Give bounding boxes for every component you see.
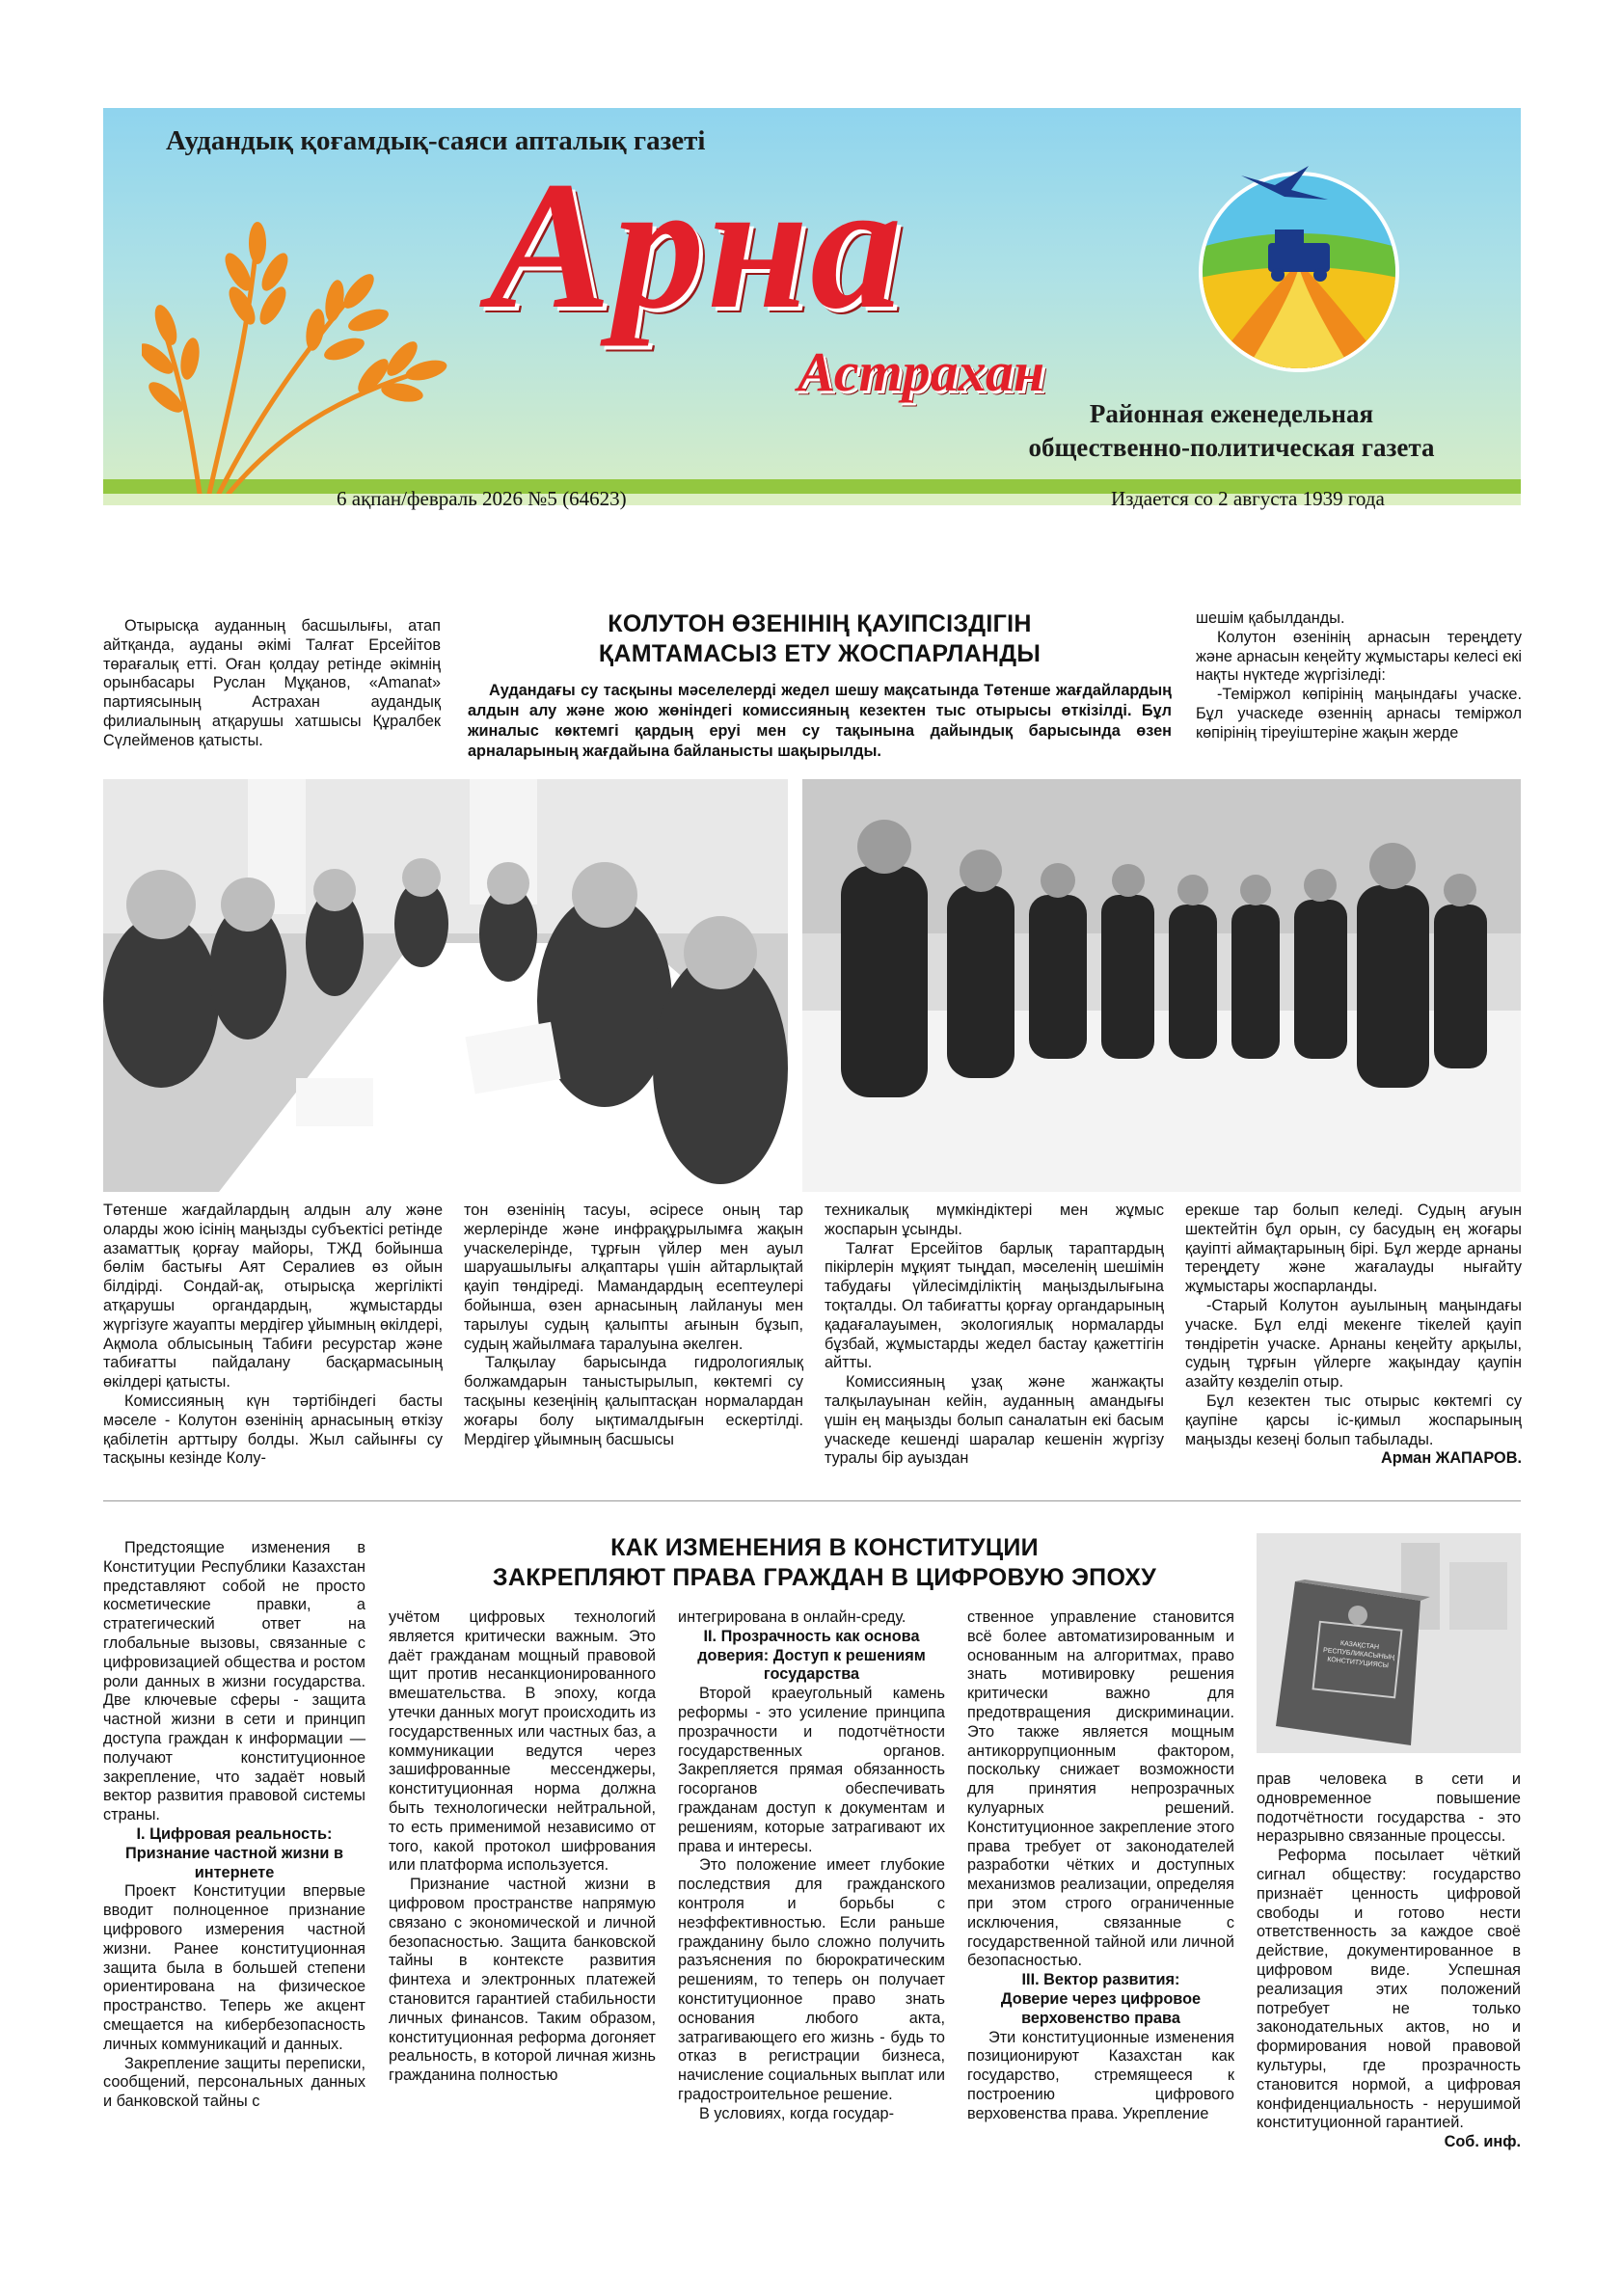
article2-subheading-1 (103, 1825, 365, 1882)
article2-subheading-2 (678, 1628, 945, 1685)
article1-paragraph: Отырысқа ауданның басшылығы, атап айтқанда, ауданы әкімі Талғат Ерсейітов төрағалық етті. Оған қолдау ретінде әкімнің орынбасары Руслан Мұқанов, «Amanat» партиясының Астрахан аудандық филиалының атқарушы хатшысы Құралбек Сүлейменов қатысты. (103, 617, 441, 749)
article2-paragraph: Это положение имеет глубокие последствия для гражданского контроля и борьбы с неэффективностью. Если раньше гражданину было сложно получить разъяснения по бюрократическим решениям, то теперь он получает конституционное право знать основания любого акта, затрагивающего его жизнь - будь то отказ в регистрации бизнеса, начисление социальных выплат или градостроительное решение. (678, 1856, 945, 2103)
article2-paragraph: Закрепление защиты переписки, сообщений, персональных данных и банковской тайны с (103, 2054, 365, 2111)
masthead-ru-subtitle-line2: общественно-политическая газета (1028, 433, 1435, 463)
article1-paragraph: ерекше тар болып келеді. Судың ағуын шектейтін бұл орын, су басудың ең жоғары қауіпті аймақтарының бірі. Бұл жерде арнаны тереңдету және жағалауды нығайту жұмыстары жоспарланды. (1185, 1202, 1522, 1296)
article1-lede: Аудандағы су тасқыны мәселелерді жедел шешу мақсатында Төтенше жағдайлардың алдын алу және жою жөніндегі комиссияның кезектен тыс отырысы өткізілді. Бұл жиналыс көктемгі қардың еруі мен су тақынына дайындық барысында өзен арналарының жағдайына байланысты шақырылды. (468, 682, 1172, 760)
article2-paragraph: Предстоящие изменения в Конституции Республики Казахстан представляют собой не просто косметические правки, а стратегический ответ на глобальные вызовы, связанные с цифровизацией общества и ростом роли данных в жизни государства. Две ключевые сферы - защита частной жизни в сети и принцип доступа граждан к информации — получают конституционное закрепление, что задаёт новый вектор развития правовой системы страны. (103, 1539, 365, 1824)
field-inspection-photo (802, 779, 1521, 1192)
article1-top-right (1196, 609, 1522, 743)
meeting-photo (103, 779, 788, 1192)
article2-headline (386, 1533, 1263, 1593)
article2-paragraph: учётом цифровых технологий является критически важным. Это даёт гражданам мощный правовой щит против несанкционированного вмешательства. В эпоху, когда утечки данных могут происходить из государственных или частных баз, а коммуникации ведутся через зашифрованные мессенджеры, конституционная норма должна быть технологически нейтральной, то есть применимой независимо от того, какой протокол шифрования или платформа используется. (389, 1608, 656, 1875)
article1-paragraph: Төтенше жағдайлардың алдын алу және оларды жою ісінің маңызды субъектісі ретінде азаматтық қорғау майоры, ТЖД бойынша бөлім бастығы Аят Сералиев өз ойын білдірді. Сондай-ақ, отырысқа жергілікті атқарушы органдардың, жұмыстарды жүргізуге жауапты мердігер ұйымның өкілдері, Ақмола облысының Табиғи ресурстар және табиғатты пайдалану басқармасының өкілдері қатысты. (103, 1202, 443, 1391)
masthead-ru-subtitle (981, 397, 1482, 465)
article1-headline-line2: ҚАМТАМАСЫЗ ЕТУ ЖОСПАРЛАНДЫ (598, 640, 1041, 667)
article1-paragraph: шешім қабылданды. (1196, 609, 1345, 627)
article2-subheading-2-line1: II. Прозрачность как основа (703, 1627, 920, 1645)
wheat-icon (142, 214, 460, 494)
article1-paragraph: тон өзенінің тасуы, әсіресе оның тар жерлерінде және инфрақұрылымға жақын учаскелерінде, тұрғын үйлер мен ауыл шаруашылығы алқаптары үшін айтарлықтай қауіп төндіреді. Мамандардың есептеулері бойынша, өзен арнасының лайлануы мен тарылуы судың қалыпты ағынын бұзып, судың жайылмаға таралуына әкелген. (464, 1202, 803, 1353)
article2-col4 (967, 1608, 1234, 2124)
article1-top-left (103, 617, 441, 751)
article2-col1 (103, 1539, 365, 2112)
article2-paragraph: Эти конституционные изменения позиционируют Казахстан как государство, стремящееся к построению цифрового верховенства права. Укрепление (967, 2028, 1234, 2122)
article2-col5 (1257, 1770, 1521, 2152)
meeting-photo-image (103, 779, 788, 1192)
article2-subheading-1-line1: I. Цифровая реальность: (136, 1824, 333, 1843)
article1-paragraph: Бұл кезектен тыс отырыс көктемгі су қаупіне қарсы іс-қимыл жоспарының маңызды кезеңі болып табылады. (1185, 1391, 1522, 1448)
article2-col2 (389, 1608, 656, 2086)
masthead (103, 108, 1521, 537)
article1-col2 (464, 1202, 803, 1449)
article2-paragraph: Реформа посылает чёткий сигнал обществу: государство признаёт ценность цифровой свободы и готово нести ответственность за каждое своё действие, документированное в цифровом виде. Успешная реализация этих положений потребует не только законодательных актов, но и формирования новой правовой культуры, где прозрачность становится нормой, а цифровая конфиденциальность - нерушимой конституционной гарантией. (1257, 1847, 1521, 2132)
article1-col4 (1185, 1202, 1522, 1469)
article1-paragraph: -Старый Колутон ауылының маңындағы учаске. Бұл елді мекенге тікелей қауіп төндіретін учаске. Арнаны кеңейту арқылы, судың тұрғын үйлерге жақындау қаупін азайту көзделіп отыр. (1185, 1296, 1522, 1391)
article2-paragraph: Второй краеугольный камень реформы - это усиление принципа прозрачности и подотчётности государственных органов. Закрепляется прямая обязанность госорганов обеспечивать гражданам доступ к документам и решениям, которые затрагивают их права и интересы. (678, 1685, 945, 1855)
article1-paragraph: Комиссияның ұзақ және жанжақты талқылауынан кейін, ауданның амандығы үшін ең маңызды болып саналатын екі басым учаскеде кешенді шаралар кешенін жүргізу туралы бір ауыздан (825, 1373, 1164, 1468)
article2-subheading-3 (967, 1971, 1234, 2028)
article2-subheading-2-line2: доверия: Доступ к решениям государства (697, 1646, 926, 1684)
article2-paragraph: Признание частной жизни в цифровом пространстве напрямую связано с экономической и личной безопасностью. Защита банковской тайны в контексте развития финтеха и электронных платежей становится гарантией стабильности личных финансов. Таким образом, конституционная реформа догоняет реальность, в которой личная жизнь гражданина полностью (389, 1876, 656, 2085)
article1-paragraph: техникалық мүмкіндіктері мен жұмыс жоспарын ұсынды. (825, 1202, 1164, 1238)
article2-col3 (678, 1608, 945, 2124)
constitution-book-image (1257, 1533, 1521, 1753)
article2-subheading-3-line1: III. Вектор развития: (1021, 1971, 1180, 1989)
article2-paragraph: Проект Конституции впервые вводит полноценное признание цифрового измерения частной жизни. Ранее конституционная защита была в большей степени ориентирована на физическое пространство. Теперь же акцент смещается на кибербезопасность личных коммуникаций и данных. (103, 1882, 365, 2053)
field-inspection-photo-image (802, 779, 1521, 1192)
article1-signature: Арман ЖАПАРОВ. (1380, 1449, 1522, 1468)
article1-paragraph: -Теміржол көпірінің маңындағы учаске. Бұл учаскеде өзеннің арнасы теміржол көпірінің тіреуіштеріне жақын жерде (1196, 686, 1522, 742)
article2-paragraph: прав человека в сети и одновременное повышение подотчётности государства - это неразрывно связанные процессы. (1257, 1770, 1521, 1846)
field-emblem-icon (1183, 147, 1415, 378)
masthead-logo-title: Арна (489, 145, 905, 347)
constitution-book-title: КАЗАҚСТАН РЕСПУБЛИКАСЫНЫҢ КОНСТИТУЦИЯСЫ (1322, 1639, 1395, 1670)
issue-date: 6 ақпан/февраль 2026 №5 (64623) (337, 487, 627, 510)
article1-paragraph: Комиссияның күн тәртібіндегі басты мәселе - Колутон өзенінің арнасының өткізу қабілетін арттыру болды. Жыл сайынғы су тасқыны кезінде Колу- (103, 1391, 443, 1468)
article1-paragraph: Талғат Ерсейітов барлық тараптардың пікірлерін мұқият тыңдап, мәселенің шешімін табудағы үйлесімділіктің маңыздылығына тоқталды. Ол табиғатты қорғау органдарының қадағалауымен, экологиялық нормаларды бұзбай, жұмыстарды жедел бастау қажеттігін айтты. (825, 1239, 1164, 1372)
article2-signature: Соб. инф. (1444, 2133, 1521, 2151)
article1-headline-line1: КОЛУТОН ӨЗЕНІНІҢ ҚАУІПСІЗДІГІН (608, 610, 1032, 637)
article1-col1 (103, 1202, 443, 1469)
article2-paragraph: интегрирована в онлайн-среду. (678, 1608, 906, 1626)
masthead-ru-subtitle-line1: Районная еженедельная (1089, 399, 1374, 428)
article2-paragraph: В условиях, когда государ- (699, 2104, 895, 2122)
constitution-book-photo (1257, 1533, 1521, 1753)
article2-subheading-1-line2: Признание частной жизни в интернете (125, 1844, 343, 1881)
article2-headline-line1: КАК ИЗМЕНЕНИЯ В КОНСТИТУЦИИ (610, 1534, 1039, 1561)
article2-subheading-3-line2: Доверие через цифровое верховенство права (1000, 1989, 1202, 2027)
masthead-logo-subtitle: Астрахан (798, 340, 1045, 403)
article1-headline (463, 609, 1177, 669)
article2-paragraph: ственное управление становится всё более автоматизированным и основанным на алгоритмах, право знать мотивировку решения критически важно для предотвращения дискриминации. Это также является мощным антикоррупционным фактором, поскольку снижает возможности для принятия непрозрачных кулуарных решений. Конституционное закрепление этого права требует от законодателей разработки чётких и доступных механизмов реализации, определяя при этом строго ограниченные исключения, связанные с государственной тайной или личной безопасностью. (967, 1608, 1234, 1970)
article1-paragraph: Талқылау барысында гидрологиялық болжамдарын таныстырылып, көктемгі су тасқыны кезеңінің қалыптасқан нормалардан жоғары болу ықтималдығын ескертілді. Мердігер ұйымның басшысы (464, 1354, 803, 1448)
article1-col3 (825, 1202, 1164, 1469)
section-divider (103, 1500, 1521, 1501)
article1-paragraph: Колутон өзенінің арнасын тереңдету және арнасын кеңейту жұмыстары келесі екі нақты нүктеде жүргізіледі: (1196, 628, 1522, 685)
published-since: Издается со 2 августа 1939 года (1111, 487, 1385, 510)
article2-headline-line2: ЗАКРЕПЛЯЮТ ПРАВА ГРАЖДАН В ЦИФРОВУЮ ЭПОХУ (492, 1564, 1157, 1591)
masthead-kz-subtitle: Аудандық қоғамдық-саяси апталық газеті (166, 125, 706, 156)
